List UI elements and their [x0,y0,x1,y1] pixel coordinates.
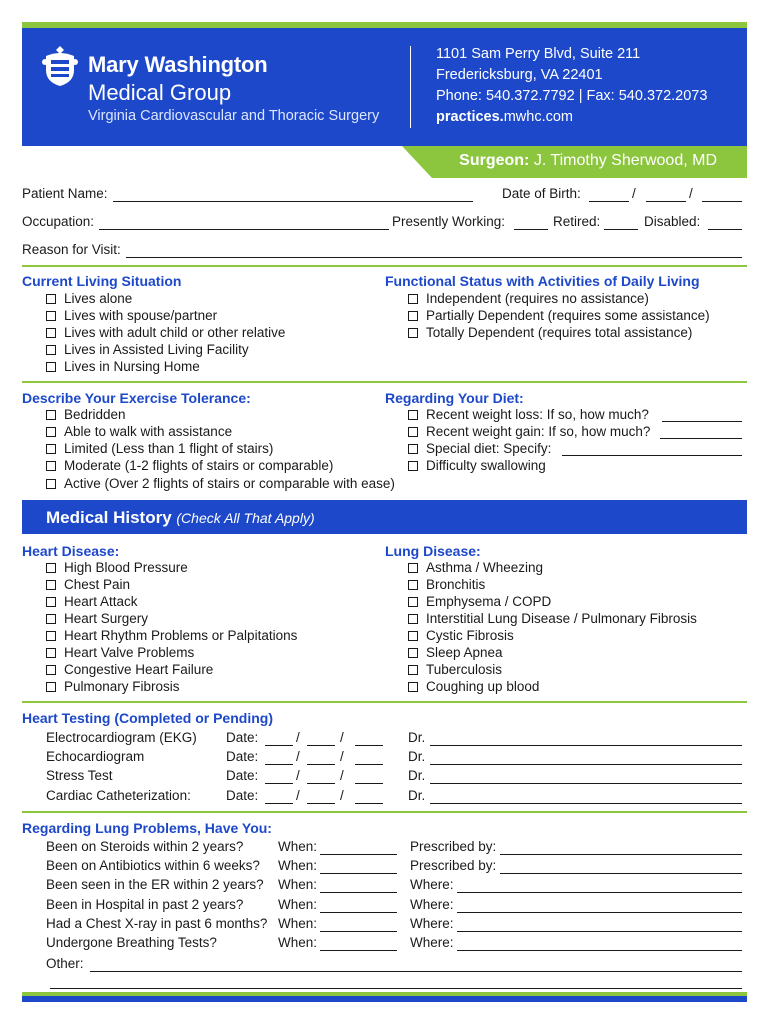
test-date-year-field[interactable] [355,764,383,765]
checkbox-icon[interactable] [408,563,418,573]
checkbox-label: Special diet: Specify: [426,441,552,456]
retired-label: Retired: [553,214,601,229]
checkbox-difficulty-swallowing[interactable] [408,458,546,473]
medical-history-title [46,508,315,528]
lung-when-label: When: [278,839,318,854]
surgeon-name: J. Timothy Sherwood, MD [529,152,717,169]
org-department: Virginia Cardiovascular and Thoracic Surgery [88,108,380,124]
lung-detail-field[interactable] [500,854,742,855]
medical-history-band [22,500,747,534]
lung-q-steroids: Been on Steroids within 2 years? [46,839,244,854]
checkbox-icon[interactable] [408,311,418,321]
checkbox-label: Limited (Less than 1 flight of stairs) [64,441,274,456]
functional-status-title: Functional Status with Activities of Daily Living [385,273,700,289]
test-ekg-label: Electrocardiogram (EKG) [46,730,197,745]
medical-history-subtitle: (Check All That Apply) [176,510,315,526]
checkbox-label: Bronchitis [426,577,486,592]
test-dr-field[interactable] [430,783,742,784]
checkbox-icon[interactable] [46,682,56,692]
lung-q-hospital: Been in Hospital in past 2 years? [46,897,244,912]
checkbox-coughing-blood[interactable] [408,679,539,694]
org-subtitle: Medical Group [88,80,232,105]
checkbox-label: Heart Rhythm Problems or Palpitations [64,628,298,643]
test-cath-label: Cardiac Catheterization: [46,788,191,803]
lung-q-xray: Had a Chest X-ray in past 6 months? [46,916,268,931]
lung-problems-title: Regarding Lung Problems, Have You: [22,820,272,836]
special-diet-field[interactable] [562,455,742,456]
dob-day-field[interactable] [646,201,686,202]
section-rule [22,811,747,813]
checkbox-label: Interstitial Lung Disease / Pulmonary Fibrosis [426,611,697,626]
section-rule [22,381,747,383]
checkbox-icon[interactable] [46,631,56,641]
lung-detail-field[interactable] [457,912,742,913]
checkbox-icon[interactable] [46,294,56,304]
living-situation-title: Current Living Situation [22,273,182,289]
checkbox-sleep-apnea[interactable] [408,645,503,660]
checkbox-icon[interactable] [46,461,56,471]
checkbox-icon[interactable] [46,345,56,355]
dob-year-field[interactable] [702,201,742,202]
checkbox-bedridden[interactable] [46,407,126,422]
checkbox-icon[interactable] [46,328,56,338]
surgeon-label: Surgeon: [459,152,530,169]
checkbox-label: Totally Dependent (requires total assistance) [426,325,693,340]
checkbox-icon[interactable] [46,311,56,321]
checkbox-limited[interactable] [46,441,273,456]
checkbox-heart-surgery[interactable] [46,611,148,626]
checkbox-icon[interactable] [408,648,418,658]
checkbox-label: Sleep Apnea [426,645,503,660]
lung-q-er: Been seen in the ER within 2 years? [46,877,264,892]
test-dr-label: Dr. [408,749,426,764]
test-date-month-field[interactable] [265,764,293,765]
checkbox-lives-with-adult-child[interactable] [46,325,285,340]
test-date-slash: / [340,768,344,783]
checkbox-label: Recent weight loss: If so, how much? [426,407,649,422]
test-date-day-field[interactable] [307,803,335,804]
checkbox-cystic-fibrosis[interactable] [408,628,514,643]
lung-right-where-1: Where: [410,877,454,892]
heart-testing-title: Heart Testing (Completed or Pending) [22,710,273,726]
checkbox-label: Pulmonary Fibrosis [64,679,180,694]
exercise-tolerance-title: Describe Your Exercise Tolerance: [22,390,251,406]
test-date-month-field[interactable] [265,783,293,784]
checkbox-icon[interactable] [46,410,56,420]
checkbox-weight-gain[interactable] [408,424,650,439]
lung-right-prescribed-1: Prescribed by: [410,839,497,854]
lung-when-field[interactable] [320,892,397,893]
lung-disease-title: Lung Disease: [385,543,481,559]
lung-when-label: When: [278,916,318,931]
checkbox-assisted-living[interactable] [46,342,249,357]
test-date-label: Date: [226,730,259,745]
lung-when-label: When: [278,935,318,950]
checkbox-label: Bedridden [64,407,126,422]
lung-q-antibiotics: Been on Antibiotics within 6 weeks? [46,858,260,873]
reason-label: Reason for Visit: [22,242,121,257]
lung-right-prescribed-2: Prescribed by: [410,858,497,873]
weight-gain-field[interactable] [660,438,742,439]
test-date-month-field[interactable] [265,745,293,746]
checkbox-label: Lives in Nursing Home [64,359,200,374]
checkbox-partially-dependent[interactable] [408,308,710,323]
test-dr-field[interactable] [430,764,742,765]
occupation-label: Occupation: [22,214,95,229]
surgeon-band [22,146,747,178]
checkbox-icon[interactable] [408,328,418,338]
checkbox-icon[interactable] [46,648,56,658]
presently-working-label: Presently Working: [392,214,506,229]
checkbox-label: Chest Pain [64,577,131,592]
dob-label: Date of Birth: [502,186,581,201]
test-date-day-field[interactable] [307,764,335,765]
checkbox-label: Tuberculosis [426,662,503,677]
address-line-1: 1101 Sam Perry Blvd, Suite 211 [436,46,641,62]
website-bold: practices. [436,109,504,125]
checkbox-icon[interactable] [408,614,418,624]
test-date-year-field[interactable] [355,803,383,804]
checkbox-walk-with-assistance[interactable] [46,424,232,439]
checkbox-label: Heart Surgery [64,611,149,626]
checkbox-congestive-heart-failure[interactable] [46,662,213,677]
test-date-year-field[interactable] [355,745,383,746]
lung-when-field[interactable] [320,931,397,932]
checkbox-icon[interactable] [408,665,418,675]
checkbox-label: Coughing up blood [426,679,540,694]
lung-detail-field[interactable] [457,892,742,893]
checkbox-weight-loss[interactable] [408,407,649,422]
other-field-line-2[interactable] [50,988,742,989]
checkbox-label: High Blood Pressure [64,560,188,575]
test-date-slash: / [340,730,344,745]
test-date-label: Date: [226,749,259,764]
checkbox-moderate[interactable] [46,458,333,473]
checkbox-icon[interactable] [46,362,56,372]
retired-field[interactable] [604,229,638,230]
lung-detail-field[interactable] [500,873,742,874]
checkbox-label: Active (Over 2 flights of stairs or comparable with ease) [64,476,395,491]
checkbox-icon[interactable] [408,294,418,304]
lung-when-label: When: [278,897,318,912]
dob-month-field[interactable] [589,201,629,202]
checkbox-asthma[interactable] [408,560,543,575]
checkbox-tuberculosis[interactable] [408,662,502,677]
checkbox-label: Independent (requires no assistance) [426,291,649,306]
checkbox-heart-attack[interactable] [46,594,138,609]
test-date-day-field[interactable] [307,783,335,784]
test-date-slash: / [340,749,344,764]
weight-loss-field[interactable] [662,421,742,422]
checkbox-chest-pain[interactable] [46,577,130,592]
lung-when-field[interactable] [320,873,397,874]
org-name: Mary Washington [88,52,268,77]
checkbox-icon[interactable] [408,444,418,454]
disabled-field[interactable] [708,229,742,230]
checkbox-icon[interactable] [408,580,418,590]
checkbox-label: Difficulty swallowing [426,458,546,473]
checkbox-bronchitis[interactable] [408,577,485,592]
checkbox-icon[interactable] [46,614,56,624]
checkbox-interstitial-lung[interactable] [408,611,697,626]
lung-when-label: When: [278,858,318,873]
checkbox-label: Heart Attack [64,594,138,609]
crest-logo-icon [40,44,80,88]
test-date-year-field[interactable] [355,783,383,784]
checkbox-label: Able to walk with assistance [64,424,233,439]
letterhead [22,28,747,146]
heart-disease-title: Heart Disease: [22,543,120,559]
test-date-slash: / [296,749,300,764]
checkbox-independent[interactable] [408,291,649,306]
occupation-field[interactable] [99,229,389,230]
test-date-slash: / [340,788,344,803]
lung-when-field[interactable] [320,912,397,913]
medical-history-label: Medical History [46,508,172,527]
patient-name-label: Patient Name: [22,186,108,201]
checkbox-special-diet[interactable] [408,441,551,456]
footer-blue-rule [22,996,747,1002]
test-dr-label: Dr. [408,768,426,783]
lung-right-where-3: Where: [410,916,454,931]
checkbox-icon[interactable] [46,597,56,607]
patient-name-field[interactable] [113,201,473,202]
test-dr-field[interactable] [430,745,742,746]
checkbox-label: Cystic Fibrosis [426,628,514,643]
test-dr-field[interactable] [430,803,742,804]
dob-slash-1: / [632,186,636,201]
lung-q-breathing: Undergone Breathing Tests? [46,935,217,950]
checkbox-active[interactable] [46,476,395,491]
test-stress-label: Stress Test [46,768,113,783]
test-date-label: Date: [226,788,259,803]
website-rest: mwhc.com [503,109,574,125]
checkbox-icon[interactable] [46,665,56,675]
checkbox-label: Emphysema / COPD [426,594,552,609]
checkbox-label: Lives with adult child or other relative [64,325,286,340]
other-label: Other: [46,956,84,971]
reason-field[interactable] [126,257,742,258]
section-rule [22,265,747,267]
other-field[interactable] [90,971,742,972]
checkbox-icon[interactable] [408,631,418,641]
lung-right-where-4: Where: [410,935,454,950]
checkbox-icon[interactable] [408,682,418,692]
checkbox-icon[interactable] [46,444,56,454]
lung-right-where-2: Where: [410,897,454,912]
lung-detail-field[interactable] [457,931,742,932]
test-date-month-field[interactable] [265,803,293,804]
header-divider [410,46,411,128]
website [436,109,573,125]
test-date-label: Date: [226,768,259,783]
phone-fax: Phone: 540.372.7792 | Fax: 540.372.2073 [436,88,708,104]
checkbox-lives-alone[interactable] [46,291,132,306]
test-date-slash: / [296,730,300,745]
checkbox-icon[interactable] [46,479,56,489]
checkbox-label: Congestive Heart Failure [64,662,214,677]
checkbox-icon[interactable] [408,427,418,437]
checkbox-heart-rhythm[interactable] [46,628,297,643]
checkbox-nursing-home[interactable] [46,359,200,374]
checkbox-label: Lives alone [64,291,133,306]
checkbox-label: Moderate (1-2 flights of stairs or comparable) [64,458,334,473]
checkbox-label: Partially Dependent (requires some assistance) [426,308,710,323]
test-dr-label: Dr. [408,730,426,745]
test-date-day-field[interactable] [307,745,335,746]
address-line-2: Fredericksburg, VA 22401 [436,67,603,83]
checkbox-label: Asthma / Wheezing [426,560,544,575]
checkbox-totally-dependent[interactable] [408,325,692,340]
checkbox-label: Heart Valve Problems [64,645,195,660]
checkbox-icon[interactable] [408,461,418,471]
checkbox-lives-with-spouse[interactable] [46,308,217,323]
checkbox-label: Recent weight gain: If so, how much? [426,424,651,439]
test-dr-label: Dr. [408,788,426,803]
lung-detail-field[interactable] [457,950,742,951]
diet-title: Regarding Your Diet: [385,390,524,406]
checkbox-icon[interactable] [46,427,56,437]
test-echo-label: Echocardiogram [46,749,145,764]
dob-slash-2: / [689,186,693,201]
checkbox-label: Lives in Assisted Living Facility [64,342,249,357]
surgeon-line [459,152,717,170]
checkbox-icon[interactable] [408,410,418,420]
lung-when-label: When: [278,877,318,892]
checkbox-icon[interactable] [408,597,418,607]
checkbox-icon[interactable] [46,580,56,590]
checkbox-high-blood-pressure[interactable] [46,560,188,575]
test-date-slash: / [296,768,300,783]
lung-when-field[interactable] [320,854,397,855]
test-date-slash: / [296,788,300,803]
checkbox-icon[interactable] [46,563,56,573]
checkbox-heart-pulmonary-fibrosis[interactable] [46,679,180,694]
lung-when-field[interactable] [320,950,397,951]
checkbox-heart-valve[interactable] [46,645,194,660]
section-rule [22,701,747,703]
presently-working-field[interactable] [514,229,548,230]
checkbox-label: Lives with spouse/partner [64,308,218,323]
checkbox-emphysema[interactable] [408,594,551,609]
disabled-label: Disabled: [644,214,701,229]
